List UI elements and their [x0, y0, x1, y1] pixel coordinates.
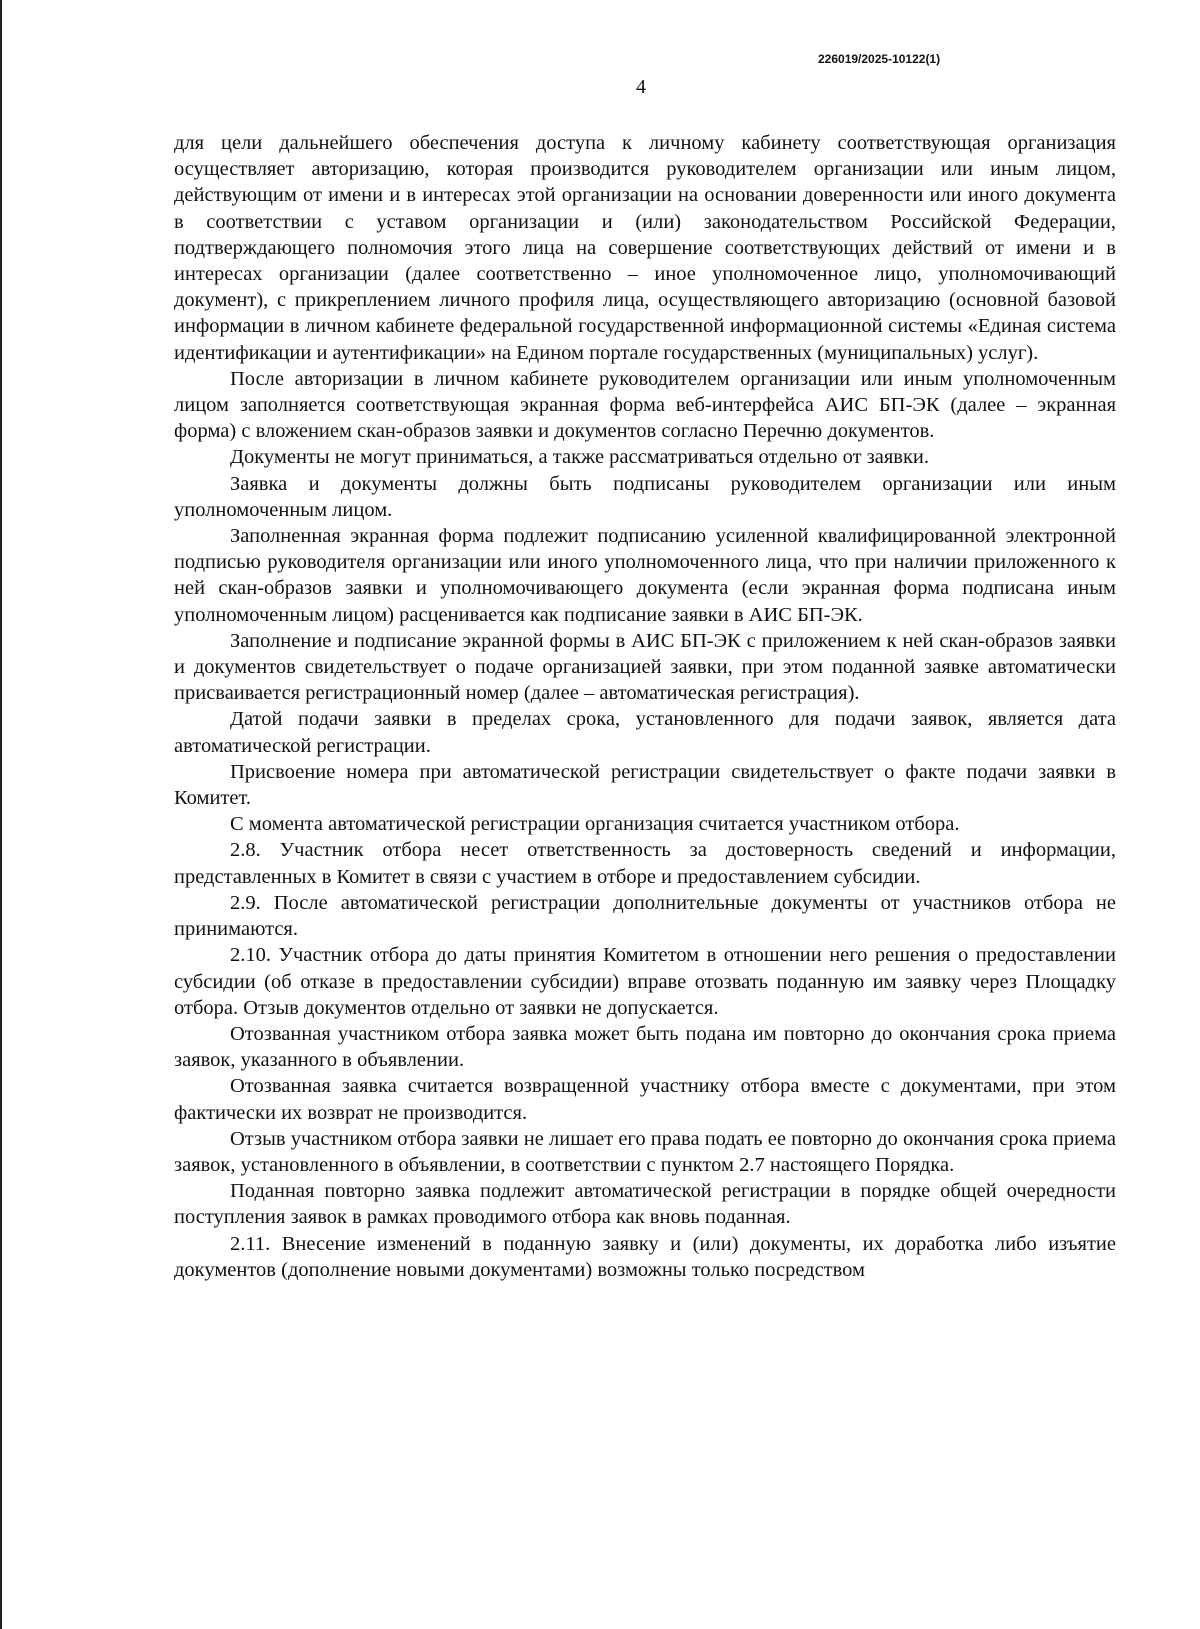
paragraph: После авторизации в личном кабинете руководителем организации или иным уполномоченным лицом заполняется соответствующая экранная форма веб-интерфейса АИС БП-ЭК (далее – экранная форма) с вложением скан-образов заявки и документов согласно Перечню документов.: [174, 367, 1116, 443]
paragraph: Отозванная заявка считается возвращенной участнику отбора вместе с документами, при этом фактически их возврат не производится.: [174, 1075, 1116, 1124]
page-number: 4: [636, 76, 646, 98]
paragraph: Поданная повторно заявка подлежит автоматической регистрации в порядке общей очередности поступления заявок в рамках проводимого отбора как вновь поданная.: [174, 1180, 1116, 1229]
paragraph: Присвоение номера при автоматической регистрации свидетельствует о факте подачи заявки в Комитет.: [174, 760, 1116, 810]
clause-2-11: 2.11. Внесение изменений в поданную заявку и (или) документы, их доработка либо изъятие документов (дополнение новыми документами) возможны только посредством: [174, 1232, 1116, 1281]
paragraph: Отзыв участником отбора заявки не лишает его права подать ее повторно до окончания срока приема заявок, установленного в объявлении, в соответствии с пунктом 2.7 настоящего Порядка.: [174, 1127, 1116, 1176]
document-registration-number: 226019/2025-10122(1): [818, 52, 941, 66]
paragraph: Датой подачи заявки в пределах срока, установленного для подачи заявок, является дата автоматической регистрации.: [174, 708, 1116, 757]
paragraph-continuation: для цели дальнейшего обеспечения доступа к личному кабинету соответствующая организация осуществляет авторизацию, которая производится руководителем организации или иным лицом, действующим от имени и в интересах этой организации на основании доверенности или иного документа в соответствии с уставом организации и (или) законодательством Российской Федерации, подтверждающего полномочия этого лица на совершение соответствующих действий от имени и в интересах организации (далее соответственно – иное уполномоченное лицо, уполномочивающий документ), с прикреплением личного профиля лица, осуществляющего авторизацию (основной базовой информации в личном кабинете федеральной государственной информационной системы «Единая система идентификации и аутентификации» на Едином портале государственных (муниципальных) услуг).: [174, 132, 1116, 364]
clause-2-10: 2.10. Участник отбора до даты принятия Комитетом в отношении него решения о предоставлении субсидии (об отказе в предоставлении субсидии) вправе отозвать поданную им заявку через Площадку отбора. Отзыв документов отдельно от заявки не допускается.: [174, 944, 1116, 1019]
paragraph: С момента автоматической регистрации организация считается участником отбора.: [230, 813, 960, 836]
paragraph: Заявка и документы должны быть подписаны руководителем организации или иным уполномоченным лицом.: [174, 472, 1116, 521]
paragraph: Отозванная участником отбора заявка может быть подана им повторно до окончания срока приема заявок, указанного в объявлении.: [174, 1022, 1116, 1072]
clause-2-9: 2.9. После автоматической регистрации дополнительные документы от участников отбора не принимаются.: [174, 891, 1116, 941]
clause-2-8: 2.8. Участник отбора несет ответственность за достоверность сведений и информации, представленных в Комитет в связи с участием в отборе и предоставлением субсидии.: [174, 839, 1116, 888]
paragraph: Заполнение и подписание экранной формы в АИС БП-ЭК с приложением к ней скан-образов заявки и документов свидетельствует о подаче организацией заявки, при этом поданной заявке автоматически присваивается регистрационный номер (далее – автоматическая регистрация).: [174, 629, 1116, 705]
paragraph: Заполненная экранная форма подлежит подписанию усиленной квалифицированной электронной подписью руководителя организации или иного уполномоченного лица, что при наличии приложенного к ней скан-образов заявки и уполномочивающего документа (если экранная форма подписана иным уполномоченным лицом) расценивается как подписание заявки в АИС БП-ЭК.: [174, 525, 1116, 626]
document-body: [174, 130, 1116, 1283]
paragraph: Документы не могут приниматься, а также рассматриваться отдельно от заявки.: [230, 446, 930, 469]
scan-edge-line: [0, 0, 2, 1629]
